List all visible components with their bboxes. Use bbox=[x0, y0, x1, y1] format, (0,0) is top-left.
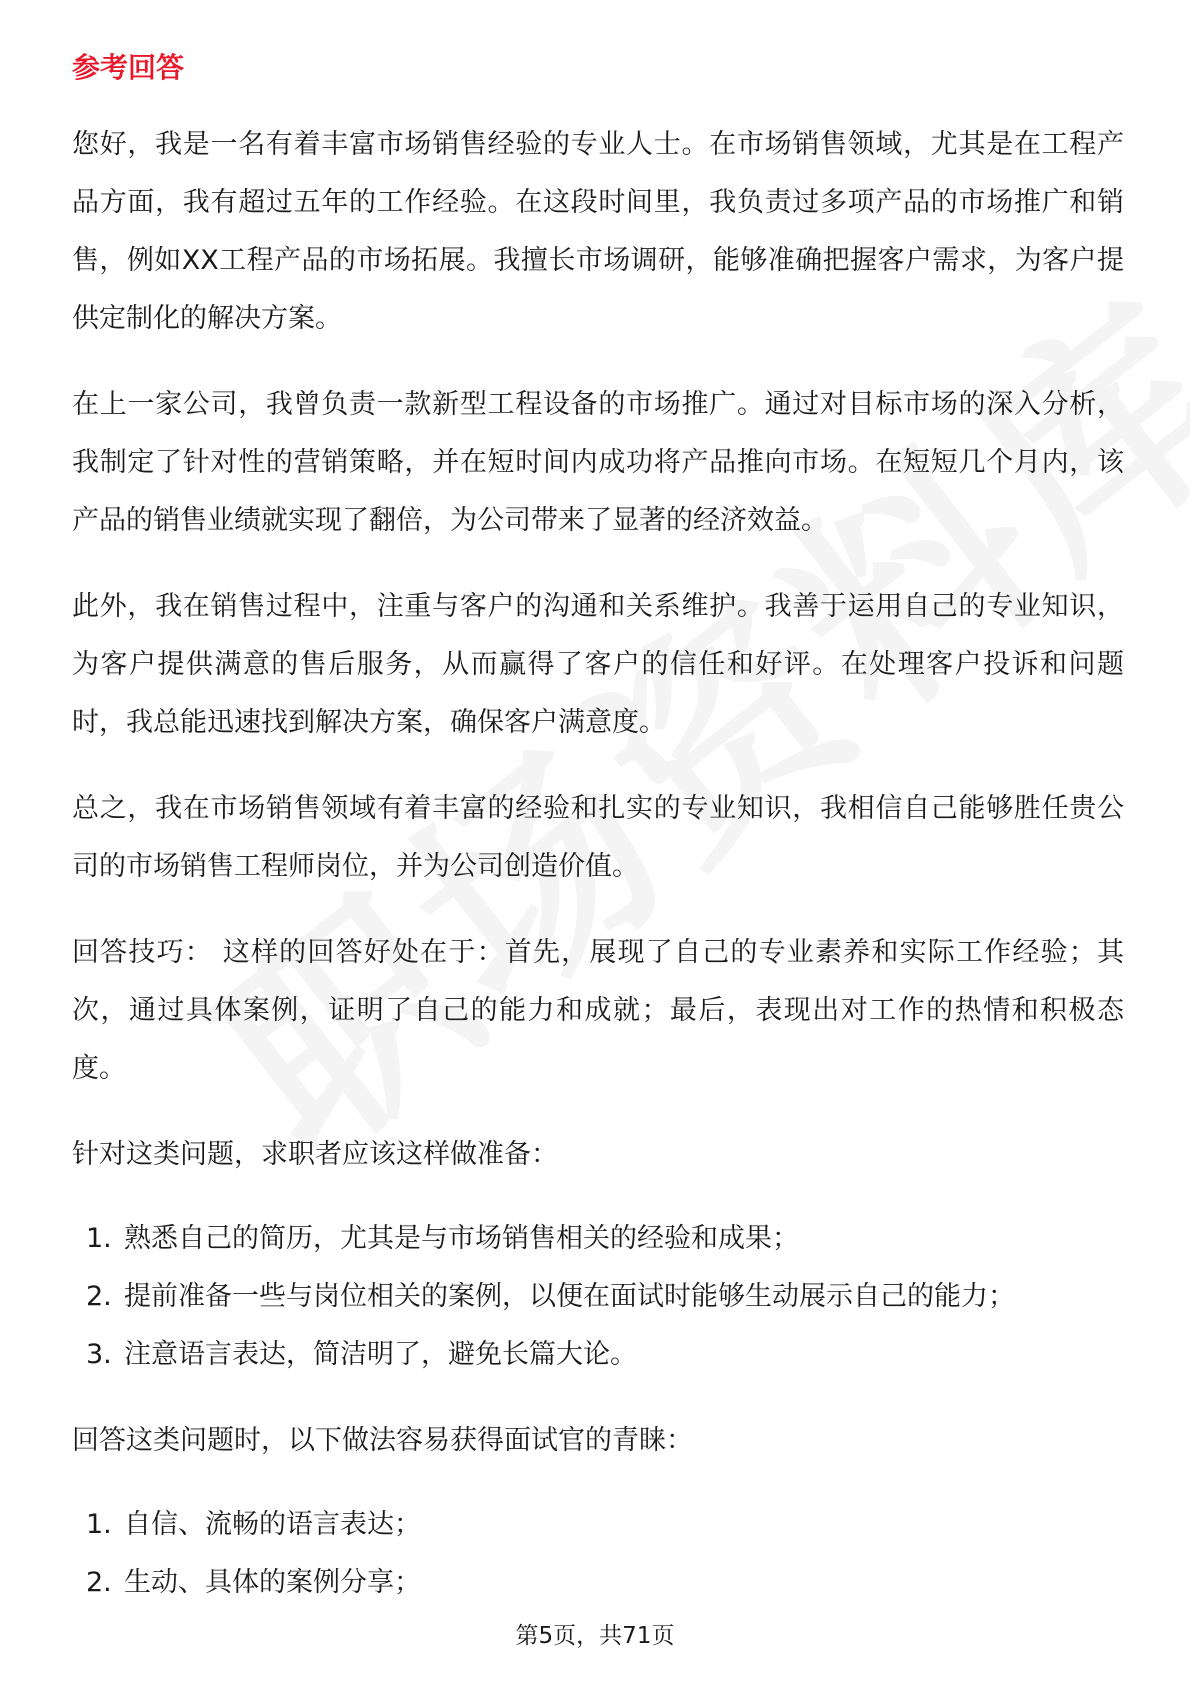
list-item bbox=[72, 1268, 1124, 1326]
section-heading: 参考回答 bbox=[72, 51, 185, 84]
preparation-intro: 针对这类问题，求职者应该这样做准备： bbox=[72, 1139, 558, 1170]
favorable-practices-intro: 回答这类问题时，以下做法容易获得面试官的青睐： bbox=[72, 1425, 693, 1456]
list-item-number: 2. bbox=[86, 1567, 112, 1598]
list-item-text: 自信、流畅的语言表达； bbox=[124, 1509, 421, 1540]
list-item-number: 1. bbox=[86, 1223, 112, 1254]
list-item-number: 2. bbox=[86, 1281, 112, 1312]
answer-tips-paragraph: 回答技巧： 这样的回答好处在于：首先，展现了自己的专业素养和实际工作经验；其次，通过具体案例，证明了自己的能力和成就；最后，表现出对工作的热情和积极态度。 bbox=[72, 937, 1124, 1084]
favorable-practices-list bbox=[72, 1496, 1124, 1612]
list-item bbox=[72, 1326, 1124, 1384]
list-item bbox=[72, 1496, 1124, 1554]
page-content bbox=[72, 48, 1124, 1640]
list-item-text: 熟悉自己的简历，尤其是与市场销售相关的经验和成果； bbox=[124, 1223, 799, 1254]
preparation-list bbox=[72, 1210, 1124, 1384]
answer-paragraph-2: 在上一家公司，我曾负责一款新型工程设备的市场推广。通过对目标市场的深入分析，我制定了针对性的营销策略，并在短时间内成功将产品推向市场。在短短几个月内，该产品的销售业绩就实现了翻倍，为公司带来了显著的经济效益。 bbox=[72, 389, 1124, 536]
list-item-number: 1. bbox=[86, 1509, 112, 1540]
list-item-text: 注意语言表达，简洁明了，避免长篇大论。 bbox=[124, 1339, 637, 1370]
page-number-footer: 第5页，共71页 bbox=[515, 1623, 675, 1649]
answer-paragraph-3: 此外，我在销售过程中，注重与客户的沟通和关系维护。我善于运用自己的专业知识，为客户提供满意的售后服务，从而赢得了客户的信任和好评。在处理客户投诉和问题时，我总能迅速找到解决方案，确保客户满意度。 bbox=[72, 591, 1124, 738]
answer-paragraph-1: 您好，我是一名有着丰富市场销售经验的专业人士。在市场销售领域，尤其是在工程产品方面，我有超过五年的工作经验。在这段时间里，我负责过多项产品的市场推广和销售，例如XX工程产品的市场拓展。我擅长市场调研，能够准确把握客户需求，为客户提供定制化的解决方案。 bbox=[72, 129, 1124, 334]
list-item bbox=[72, 1210, 1124, 1268]
list-item-text: 生动、具体的案例分享； bbox=[124, 1567, 421, 1598]
list-item bbox=[72, 1554, 1124, 1612]
list-item-number: 3. bbox=[86, 1339, 112, 1370]
list-item-text: 提前准备一些与岗位相关的案例，以便在面试时能够生动展示自己的能力； bbox=[124, 1281, 1015, 1312]
answer-paragraph-4: 总之，我在市场销售领域有着丰富的经验和扎实的专业知识，我相信自己能够胜任贵公司的市场销售工程师岗位，并为公司创造价值。 bbox=[72, 793, 1124, 882]
